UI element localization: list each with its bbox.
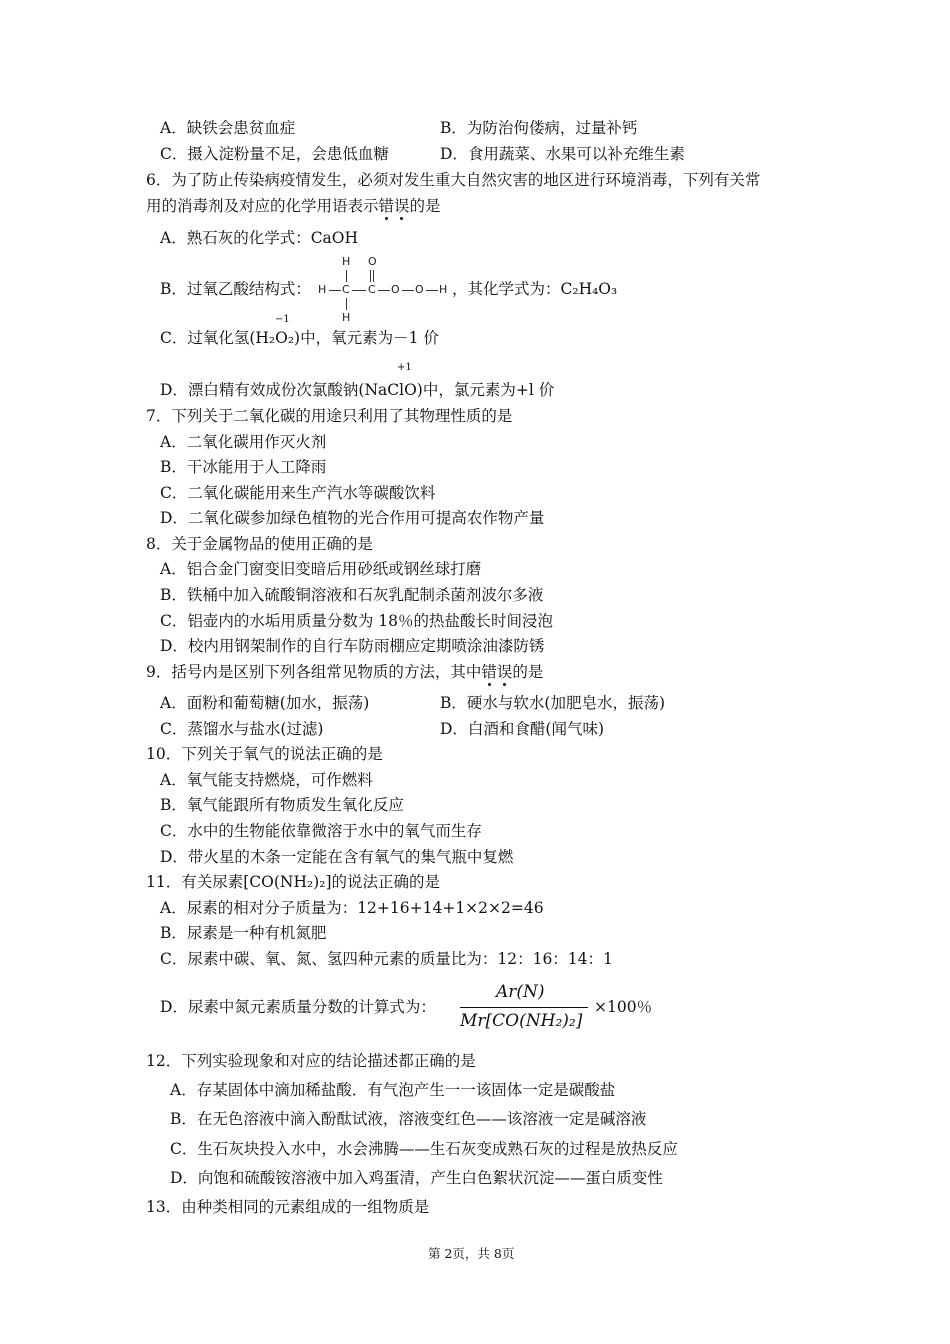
struct-c1: C <box>342 283 350 296</box>
q7-option-d: D．二氧化碳参加绿色植物的光合作用可提高农作物产量 <box>160 509 545 527</box>
fraction-denominator: Mr[CO(NH₂)₂] <box>460 1011 583 1031</box>
q7-option-b: B．干冰能用于人工降雨 <box>160 458 327 476</box>
q6-option-d: D．漂白精有效成份次氯酸钠(NaClO)中，氯元素为+l 价 <box>160 381 555 399</box>
fraction-percent: ×100％ <box>594 998 653 1016</box>
q9-option-d: D．白酒和食醋(闻气味) <box>440 720 605 738</box>
q6-option-a: A．熟石灰的化学式：CaOH <box>160 229 359 247</box>
struct-h-bottom: H <box>342 311 351 324</box>
q8-option-a: A．铝合金门窗变旧变暗后用砂纸或钢丝球打磨 <box>160 560 482 578</box>
emphasis-dot-char: 错 <box>378 197 395 215</box>
struct-c2: C <box>368 283 376 296</box>
q10-option-b: B．氧气能跟所有物质发生氧化反应 <box>160 796 404 814</box>
q13-stem: 13．由种类相同的元素组成的一组物质是 <box>146 1198 430 1216</box>
q6-stem-line2: 用的消毒剂及对应的化学用语表示错误的是 <box>146 197 441 215</box>
struct-o-top: O <box>368 255 377 268</box>
struct-o1: O <box>391 283 400 296</box>
q11-option-c: C．尿素中碳、氧、氮、氢四种元素的质量比为：12：16：14：1 <box>160 950 613 968</box>
q6-option-b-label: B．过氧乙酸结构式： <box>160 280 311 298</box>
q12-stem: 12．下列实验现象和对应的结论描述都正确的是 <box>146 1052 476 1070</box>
struct-h-top: H <box>342 255 351 268</box>
q12-option-c: C．生石灰块投入水中，水会沸腾——生石灰变成熟石灰的过程是放热反应 <box>170 1140 678 1158</box>
peracetic-acid-structure <box>318 256 468 326</box>
emphasis-dot-char: 错 <box>481 663 497 681</box>
q11-option-d: D．尿素中氮元素质量分数的计算式为： <box>160 998 436 1016</box>
q6-stem-line1: 6．为了防止传染病疫情发生，必须对发生重大自然灾害的地区进行环境消毒，下列有关常 <box>146 171 761 189</box>
struct-h-left: H <box>318 283 327 296</box>
q12-option-d: D．向饱和硫酸铵溶液中加入鸡蛋清，产生白色絮状沉淀——蛋白质变性 <box>170 1169 663 1187</box>
q5-option-b: B．为防治佝偻病，过量补钙 <box>440 119 638 137</box>
q5-option-d: D．食用蔬菜、水果可以补充维生素 <box>440 145 685 163</box>
struct-o2: O <box>415 283 424 296</box>
q9-option-c: C．蒸馏水与盐水(过滤) <box>160 720 324 738</box>
q10-stem: 10．下列关于氧气的说法正确的是 <box>146 745 383 763</box>
q7-option-a: A．二氧化碳用作灭火剂 <box>160 433 327 451</box>
q11-option-b: B．尿素是一种有机氮肥 <box>160 924 327 942</box>
q8-stem: 8．关于金属物品的使用正确的是 <box>146 535 373 553</box>
q11-option-a: A．尿素的相对分子质量为：12+16+14+1×2×2=46 <box>160 899 544 917</box>
q11-stem: 11．有关尿素[CO(NH₂)₂]的说法正确的是 <box>146 873 440 891</box>
q7-option-c: C．二氧化碳能用来生产汽水等碳酸饮料 <box>160 484 436 502</box>
q6-option-c-valence: −1 <box>275 314 290 325</box>
q8-option-c: C．铝壶内的水垢用质量分数为 18％的热盐酸长时间浸泡 <box>160 612 554 630</box>
page-footer: 第 2页，共 8页 <box>428 1246 515 1261</box>
q10-option-c: C．水中的生物能依靠微溶于水中的氧气而生存 <box>160 822 482 840</box>
q6-option-b-formula: ，其化学式为：C₂H₄O₃ <box>452 280 618 298</box>
q12-option-a: A．存某固体中滴加稀盐酸．有气泡产生一一该固体一定是碳酸盐 <box>170 1081 616 1099</box>
q8-option-b: B．铁桶中加入硫酸铜溶液和石灰乳配制杀菌剂波尔多液 <box>160 586 544 604</box>
q7-stem: 7．下列关于二氧化碳的用途只利用了其物理性质的是 <box>146 407 513 425</box>
emphasis-dot-char: 误 <box>496 663 513 681</box>
q5-option-a: A．缺铁会患贫血症 <box>160 119 296 137</box>
nitrogen-fraction-formula <box>456 982 592 1036</box>
struct-h-right: H <box>439 283 448 296</box>
q10-option-a: A．氧气能支持燃烧，可作燃料 <box>160 771 373 789</box>
q10-option-d: D．带火星的木条一定能在含有氧气的集气瓶中复燃 <box>160 848 514 866</box>
q6-option-d-valence: +1 <box>397 362 412 373</box>
q9-stem: 9．括号内是区别下列各组常见物质的方法，其中错误的是 <box>146 663 544 681</box>
q12-option-b: B．在无色溶液中滴入酚酞试液，溶液变红色——该溶液一定是碱溶液 <box>170 1110 647 1128</box>
fraction-numerator: Ar(N) <box>496 982 545 1002</box>
q6-option-c: C．过氧化氢(H₂O₂)中，氧元素为－1 价 <box>160 329 439 347</box>
q8-option-d: D．校内用钢架制作的自行车防雨棚应定期喷涂油漆防锈 <box>160 637 545 655</box>
emphasis-dot-char: 误 <box>394 197 410 215</box>
q9-option-b: B．硬水与软水(加肥皂水，振荡) <box>440 694 665 712</box>
q9-option-a: A．面粉和葡萄糖(加水，振荡) <box>160 694 370 712</box>
q5-option-c: C．摄入淀粉量不足，会患低血糖 <box>160 145 389 163</box>
